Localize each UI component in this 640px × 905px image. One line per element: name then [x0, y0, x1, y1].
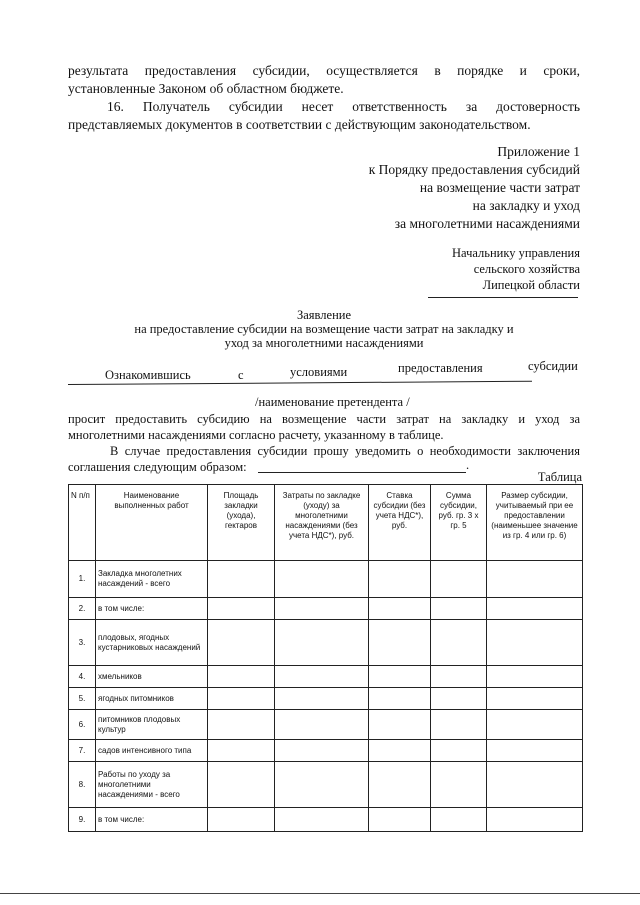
cell-area[interactable] — [208, 808, 275, 832]
table-row — [69, 740, 583, 762]
row-num: 3. — [69, 620, 96, 666]
row-name: Работы по уходу за многолетними насаждениями - всего — [96, 762, 208, 808]
row-name: в том числе: — [96, 598, 208, 620]
request-line-2: многолетними насаждениями согласно расчету, указанному в таблице. — [68, 428, 444, 442]
addressee-line-3: Липецкой области — [482, 278, 580, 292]
page-bottom-rule — [0, 893, 640, 894]
appendix-line-5: за многолетними насаждениями — [394, 216, 580, 231]
application-subtitle-1: на предоставление субсидии на возмещение части затрат на закладку и — [134, 322, 514, 336]
cell-costs[interactable] — [275, 666, 369, 688]
row-name: Закладка многолетних насаждений - всего — [96, 561, 208, 598]
col-header-work: Наименование выполненных работ — [96, 485, 208, 561]
signature-line — [428, 297, 578, 298]
cell-amount[interactable] — [487, 740, 583, 762]
intro-word-1: Ознакомившись — [105, 368, 191, 382]
intro-line-1: результата предоставления субсидии, осуществляется в порядке и сроки, — [68, 63, 580, 78]
applicant-name-caption: /наименование претендента / — [255, 395, 410, 409]
row-num: 2. — [69, 598, 96, 620]
cell-rate[interactable] — [369, 598, 431, 620]
cell-area[interactable] — [208, 666, 275, 688]
intro-word-5: субсидии — [528, 359, 578, 373]
notify-method-field[interactable] — [258, 472, 466, 473]
cell-costs[interactable] — [275, 710, 369, 740]
table-row — [69, 598, 583, 620]
col-header-sum: Сумма субсидии, руб. гр. 3 x гр. 5 — [431, 485, 487, 561]
cell-area[interactable] — [208, 762, 275, 808]
table-row — [69, 561, 583, 598]
intro-word-3: условиями — [290, 365, 348, 379]
cell-rate[interactable] — [369, 762, 431, 808]
cell-costs[interactable] — [275, 740, 369, 762]
intro-line-3: 16. Получатель субсидии несет ответственность за достоверность — [107, 99, 580, 114]
cell-costs[interactable] — [275, 598, 369, 620]
cell-rate[interactable] — [369, 620, 431, 666]
cell-costs[interactable] — [275, 561, 369, 598]
row-name: питомников плодовых культур — [96, 710, 208, 740]
intro-line-2: установленные Законом об областном бюджете. — [68, 81, 344, 96]
cell-costs[interactable] — [275, 688, 369, 710]
table-caption: Таблица — [537, 470, 582, 484]
intro-word-4: предоставления — [398, 361, 483, 375]
cell-sum[interactable] — [431, 561, 487, 598]
table-row — [69, 808, 583, 832]
cell-rate[interactable] — [369, 740, 431, 762]
row-num: 8. — [69, 762, 96, 808]
table-row — [69, 688, 583, 710]
cell-rate[interactable] — [369, 808, 431, 832]
cell-amount[interactable] — [487, 688, 583, 710]
cell-sum[interactable] — [431, 710, 487, 740]
addressee-line-2: сельского хозяйства — [473, 262, 580, 276]
cell-rate[interactable] — [369, 710, 431, 740]
cell-amount[interactable] — [487, 666, 583, 688]
row-num: 1. — [69, 561, 96, 598]
table-row — [69, 762, 583, 808]
row-name: хмельников — [96, 666, 208, 688]
application-subtitle-2: уход за многолетними насаждениями — [224, 336, 424, 350]
notify-line-1: В случае предоставления субсидии прошу уведомить о необходимости заключения — [110, 444, 580, 458]
cell-costs[interactable] — [275, 620, 369, 666]
cell-amount[interactable] — [487, 561, 583, 598]
appendix-line-4: на закладку и уход — [472, 198, 580, 213]
application-title: Заявление — [296, 308, 351, 322]
cell-sum[interactable] — [431, 762, 487, 808]
cell-amount[interactable] — [487, 598, 583, 620]
table-row — [69, 620, 583, 666]
cell-costs[interactable] — [275, 762, 369, 808]
row-num: 4. — [69, 666, 96, 688]
table-row — [69, 710, 583, 740]
addressee-line-1: Начальнику управления — [452, 246, 580, 260]
request-line-1: просит предоставить субсидию на возмещение части затрат на закладку и уход за — [68, 412, 580, 426]
table-row — [69, 666, 583, 688]
intro-line-4: представляемых документов в соответствии с действующим законодательством. — [68, 117, 531, 132]
col-header-area: Площадь закладки (ухода), гектаров — [208, 485, 275, 561]
table-header-row — [69, 485, 583, 561]
cell-amount[interactable] — [487, 710, 583, 740]
row-name: ягодных питомников — [96, 688, 208, 710]
cell-amount[interactable] — [487, 620, 583, 666]
row-num: 5. — [69, 688, 96, 710]
cell-area[interactable] — [208, 561, 275, 598]
row-num: 7. — [69, 740, 96, 762]
cell-area[interactable] — [208, 710, 275, 740]
cell-sum[interactable] — [431, 620, 487, 666]
cell-sum[interactable] — [431, 808, 487, 832]
cell-rate[interactable] — [369, 688, 431, 710]
appendix-line-2: к Порядку предоставления субсидий — [368, 162, 580, 177]
row-num: 9. — [69, 808, 96, 832]
col-header-num: N п/п — [69, 485, 96, 561]
cell-rate[interactable] — [369, 561, 431, 598]
cell-sum[interactable] — [431, 740, 487, 762]
subsidy-table — [68, 484, 583, 832]
row-name: плодовых, ягодных кустарниковых насаждений — [96, 620, 208, 666]
cell-area[interactable] — [208, 688, 275, 710]
cell-amount[interactable] — [487, 762, 583, 808]
notify-line-2: соглашения следующим образом: — [68, 460, 247, 474]
cell-sum[interactable] — [431, 598, 487, 620]
col-header-costs: Затраты по закладке (уходу) за многолетними насаждениями (без учета НДС*), руб. — [275, 485, 369, 561]
cell-amount[interactable] — [487, 808, 583, 832]
intro-word-2: с — [238, 368, 244, 382]
row-name: садов интенсивного типа — [96, 740, 208, 762]
appendix-line-3: на возмещение части затрат — [419, 180, 580, 195]
cell-sum[interactable] — [431, 666, 487, 688]
cell-costs[interactable] — [275, 808, 369, 832]
row-num: 6. — [69, 710, 96, 740]
row-name: в том числе: — [96, 808, 208, 832]
cell-area[interactable] — [208, 740, 275, 762]
appendix-line-1: Приложение 1 — [497, 144, 580, 159]
cell-sum[interactable] — [431, 688, 487, 710]
col-header-amount: Размер субсидии, учитываемый при ее предоставлении (наименьшее значение из гр. 4 или гр. 6) — [487, 485, 583, 561]
col-header-rate: Ставка субсидии (без учета НДС*), руб. — [369, 485, 431, 561]
cell-area[interactable] — [208, 620, 275, 666]
notify-end: . — [466, 458, 470, 472]
cell-area[interactable] — [208, 598, 275, 620]
cell-rate[interactable] — [369, 666, 431, 688]
